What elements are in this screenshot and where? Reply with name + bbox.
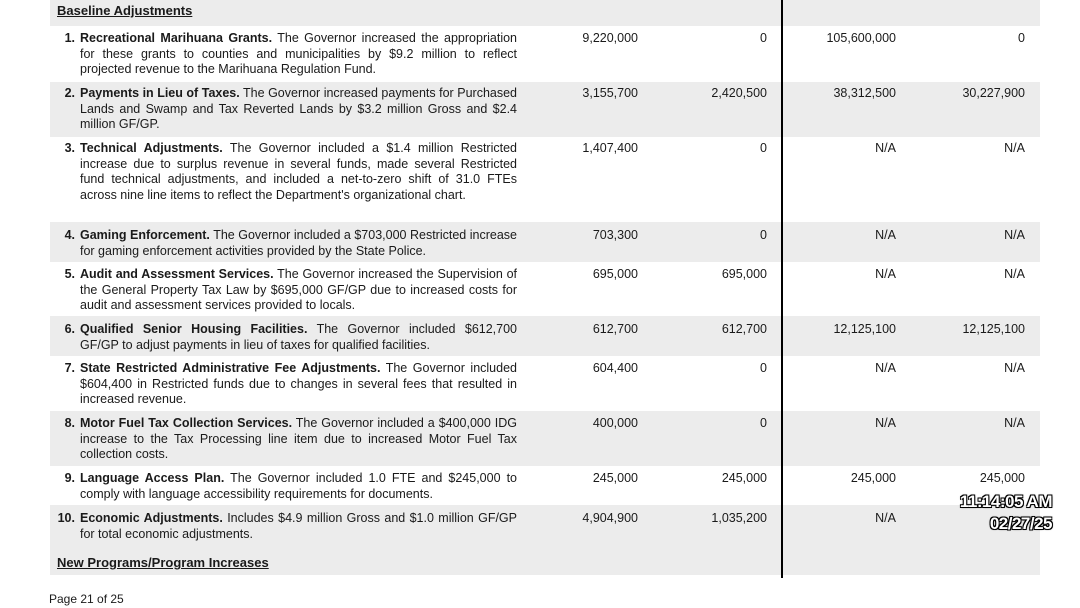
item-text: The Governor increased the appropriation for these grants to counties and municipalities by $9.2 million to reflect projected revenue to the Marihuana Regulation Fund. xyxy=(80,31,517,77)
value-col-1: 4,904,900 xyxy=(582,511,638,525)
value-col-3: N/A xyxy=(875,141,896,155)
item-text: The Governor increased payments for Purchased Lands and Swamp and Tax Reverted Lands by $3.2 million Gross and $2.4 million GF/GP. xyxy=(80,86,518,132)
value-col-4: N/A xyxy=(1004,228,1025,242)
value-col-4: 245,000 xyxy=(979,471,1025,485)
item-text: The Governor increased the Supervision of the General Property Tax Law by $695,000 GF/GP due to increased costs for audit and assessment services provided to locals. xyxy=(80,267,517,313)
value-col-2: 0 xyxy=(760,228,767,242)
band-header xyxy=(50,0,1040,26)
value-col-3: 105,600,000 xyxy=(826,31,896,45)
value-col-1: 612,700 xyxy=(592,322,638,336)
value-col-4: 12,125,100 xyxy=(962,322,1025,336)
value-col-4: N/A xyxy=(1004,361,1025,375)
item-text: The Governor included 1.0 FTE and $245,000 to comply with language accessibility requirements for documents. xyxy=(80,471,517,501)
item-number: 10. xyxy=(57,511,75,525)
item-title: Recreational Marihuana Grants. xyxy=(80,31,273,45)
value-col-1: 9,220,000 xyxy=(582,31,638,45)
value-col-3: 245,000 xyxy=(850,471,896,485)
item-title: Technical Adjustments. xyxy=(80,141,223,155)
item-description xyxy=(80,141,517,203)
section-baseline-heading: Baseline Adjustments xyxy=(57,3,193,18)
item-number: 7. xyxy=(64,361,75,375)
item-description xyxy=(80,86,517,133)
item-number: 5. xyxy=(64,267,75,281)
item-number: 3. xyxy=(64,141,75,155)
item-number: 8. xyxy=(64,416,75,430)
item-number: 6. xyxy=(64,322,75,336)
item-title: State Restricted Administrative Fee Adjustments. xyxy=(80,361,381,375)
item-title: Motor Fuel Tax Collection Services. xyxy=(80,416,293,430)
page-footer: Page 21 of 25 xyxy=(49,592,124,606)
value-col-1: 245,000 xyxy=(592,471,638,485)
item-description xyxy=(80,322,517,353)
timestamp-date: 02/27/25 xyxy=(989,514,1052,533)
value-col-4: N/A xyxy=(1004,267,1025,281)
value-col-4: 0 xyxy=(1018,31,1025,45)
section-new-programs-heading: New Programs/Program Increases xyxy=(57,555,269,570)
value-col-3: N/A xyxy=(875,511,896,525)
value-col-2: 245,000 xyxy=(721,471,767,485)
item-text: The Governor included $612,700 GF/GP to adjust payments in lieu of taxes for qualified facilities. xyxy=(80,322,518,352)
value-col-3: N/A xyxy=(875,361,896,375)
value-col-1: 695,000 xyxy=(592,267,638,281)
item-title: Qualified Senior Housing Facilities. xyxy=(80,322,308,336)
value-col-1: 703,300 xyxy=(592,228,638,242)
column-divider xyxy=(781,0,783,578)
item-number: 2. xyxy=(64,86,75,100)
value-col-3: N/A xyxy=(875,267,896,281)
item-number: 4. xyxy=(64,228,75,242)
item-description xyxy=(80,361,517,408)
item-title: Payments in Lieu of Taxes. xyxy=(80,86,240,100)
value-col-4: N/A xyxy=(1004,141,1025,155)
value-col-1: 3,155,700 xyxy=(582,86,638,100)
item-description xyxy=(80,471,517,502)
item-text: The Governor included a $400,000 IDG increase to the Tax Processing line item due to increased Motor Fuel Tax collection costs. xyxy=(80,416,517,462)
item-title: Language Access Plan. xyxy=(80,471,225,485)
item-number: 1. xyxy=(64,31,75,45)
value-col-2: 0 xyxy=(760,31,767,45)
value-col-3: 38,312,500 xyxy=(833,86,896,100)
value-col-1: 604,400 xyxy=(592,361,638,375)
value-col-2: 0 xyxy=(760,361,767,375)
item-description xyxy=(80,228,517,259)
item-text: The Governor included $604,400 in Restricted funds due to changes in several fees that resulted in increased revenue. xyxy=(80,361,517,407)
timestamp-time: 11:14:05 AM xyxy=(959,492,1052,511)
value-col-2: 612,700 xyxy=(721,322,767,336)
item-title: Gaming Enforcement. xyxy=(80,228,210,242)
value-col-1: 400,000 xyxy=(592,416,638,430)
item-number: 9. xyxy=(64,471,75,485)
value-col-3: N/A xyxy=(875,228,896,242)
item-text: The Governor included a $703,000 Restricted increase for gaming enforcement activities provided by the State Police. xyxy=(80,228,517,258)
value-col-4: 30,227,900 xyxy=(962,86,1025,100)
item-description xyxy=(80,416,517,463)
item-text: Includes $4.9 million Gross and $1.0 million GF/GP for total economic adjustments. xyxy=(80,511,517,541)
item-text: The Governor included a $1.4 million Restricted increase due to surplus revenue in several funds, made several Restricted fund technical adjustments, and included a net-to-zero shift of 31.0 FTEs across nine line items to reflect the Department's organizational chart. xyxy=(80,141,517,202)
value-col-3: 12,125,100 xyxy=(833,322,896,336)
item-title: Economic Adjustments. xyxy=(80,511,223,525)
item-description xyxy=(80,31,517,78)
value-col-3: N/A xyxy=(875,416,896,430)
value-col-1: 1,407,400 xyxy=(582,141,638,155)
item-title: Audit and Assessment Services. xyxy=(80,267,274,281)
value-col-4: N/A xyxy=(1004,416,1025,430)
item-description xyxy=(80,267,517,314)
value-col-2: 0 xyxy=(760,141,767,155)
value-col-2: 2,420,500 xyxy=(711,86,767,100)
item-description xyxy=(80,511,517,542)
value-col-2: 695,000 xyxy=(721,267,767,281)
value-col-2: 0 xyxy=(760,416,767,430)
value-col-2: 1,035,200 xyxy=(711,511,767,525)
